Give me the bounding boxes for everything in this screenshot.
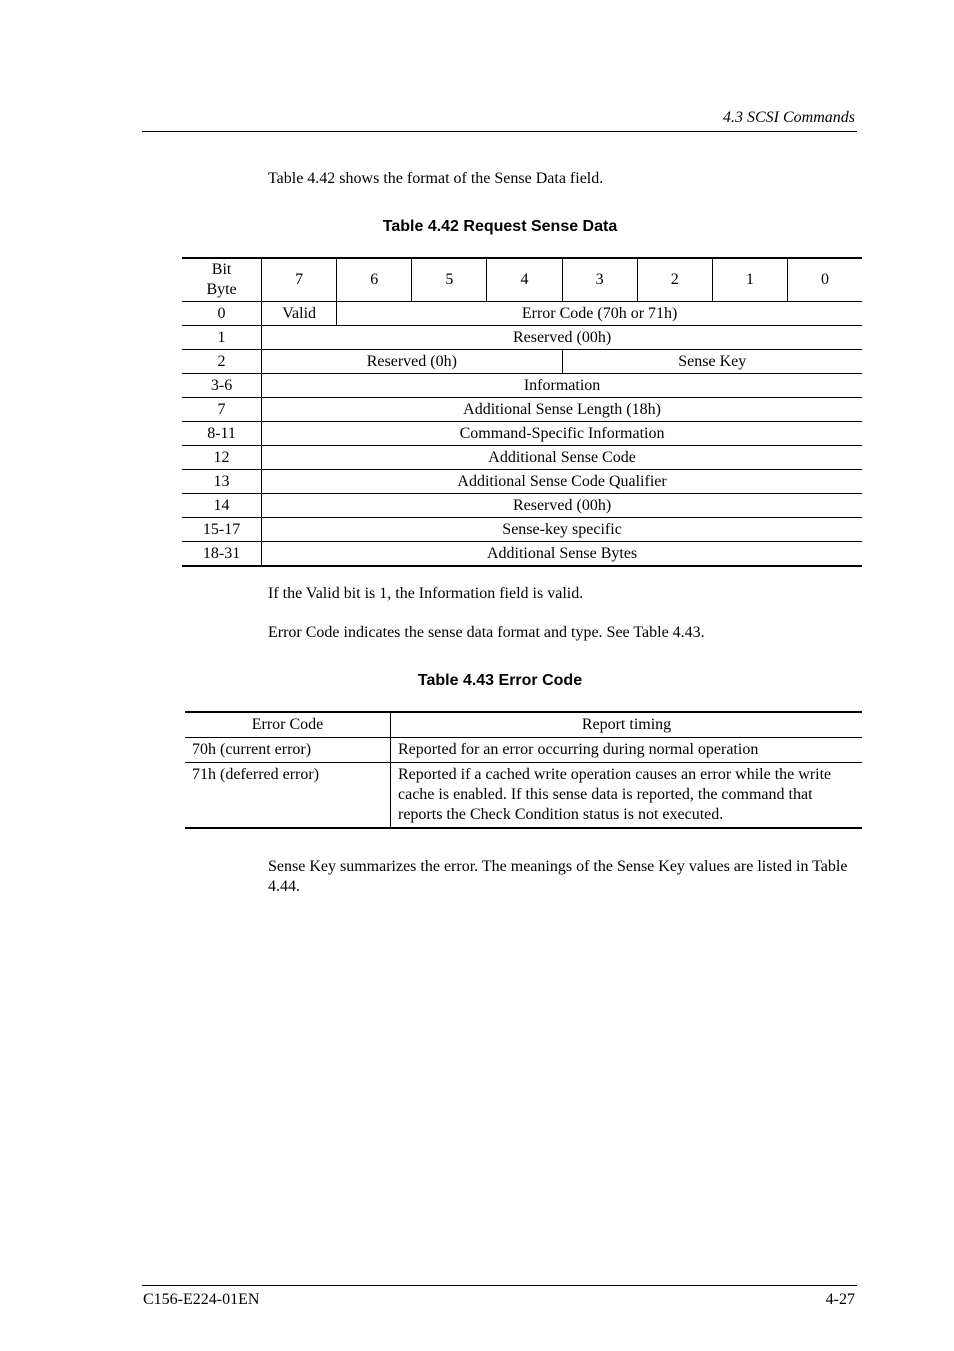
table-row xyxy=(182,446,862,470)
running-head: 4.3 SCSI Commands xyxy=(722,109,855,126)
valid-paragraph: If the Valid bit is 1, the Information field is valid. xyxy=(268,585,584,602)
byte-cell: 13 xyxy=(182,470,262,494)
valid-cell: Valid xyxy=(262,302,337,326)
document-id: C156-E224-01EN xyxy=(143,1291,260,1308)
bit-header-3: 3 xyxy=(562,258,637,302)
request-sense-data-table xyxy=(182,257,862,567)
field-cell: Command-Specific Information xyxy=(262,422,862,446)
byte-cell: 1 xyxy=(182,326,262,350)
byte-cell: 18-31 xyxy=(182,542,262,567)
byte-cell: 3-6 xyxy=(182,374,262,398)
bit-header-1: 1 xyxy=(712,258,787,302)
bit-header-5: 5 xyxy=(412,258,487,302)
table-row xyxy=(182,302,862,326)
field-cell: Additional Sense Length (18h) xyxy=(262,398,862,422)
bit-header-7: 7 xyxy=(262,258,337,302)
intro-paragraph: Table 4.42 shows the format of the Sense Data field. xyxy=(268,170,604,187)
table-row xyxy=(182,350,862,374)
table-row xyxy=(182,326,862,350)
table-row xyxy=(182,374,862,398)
field-cell: Additional Sense Code Qualifier xyxy=(262,470,862,494)
field-cell: Reserved (00h) xyxy=(262,326,862,350)
table-row xyxy=(185,763,862,829)
field-cell: Sense-key specific xyxy=(262,518,862,542)
byte-cell: 15-17 xyxy=(182,518,262,542)
error-code-table xyxy=(185,711,862,829)
table-row xyxy=(182,470,862,494)
byte-cell: 7 xyxy=(182,398,262,422)
error-code-value: 71h (deferred error) xyxy=(185,763,391,829)
byte-cell: 14 xyxy=(182,494,262,518)
table-4-42-caption: Table 4.42 Request Sense Data xyxy=(382,218,618,235)
bit-header-2: 2 xyxy=(637,258,712,302)
byte-cell: 2 xyxy=(182,350,262,374)
bit-byte-corner-cell xyxy=(182,258,262,302)
byte-cell: 8-11 xyxy=(182,422,262,446)
table-row xyxy=(182,398,862,422)
table-row xyxy=(182,542,862,567)
report-timing-value: Reported if a cached write operation causes an error while the write cache is enabled. If this sense data is reported, the command that reports the Check Condition status is not executed. xyxy=(391,763,863,829)
table-row xyxy=(182,422,862,446)
field-cell: Additional Sense Bytes xyxy=(262,542,862,567)
field-cell: Information xyxy=(262,374,862,398)
error-code-cell: Error Code (70h or 71h) xyxy=(337,302,862,326)
byte-cell: 12 xyxy=(182,446,262,470)
reserved-cell: Reserved (0h) xyxy=(262,350,562,374)
error-code-paragraph: Error Code indicates the sense data format and type. See Table 4.43. xyxy=(268,624,705,641)
table-header-row xyxy=(185,712,862,738)
sense-key-cell: Sense Key xyxy=(562,350,862,374)
bit-label: Bit xyxy=(211,261,232,278)
header-rule xyxy=(142,131,857,132)
table-row xyxy=(182,518,862,542)
bit-header-6: 6 xyxy=(337,258,412,302)
table-row xyxy=(185,738,862,763)
table-4-43-caption: Table 4.43 Error Code xyxy=(417,672,583,689)
byte-cell: 0 xyxy=(182,302,262,326)
byte-label: Byte xyxy=(206,281,237,298)
column-header-report-timing: Report timing xyxy=(391,712,863,738)
field-cell: Reserved (00h) xyxy=(262,494,862,518)
column-header-error-code: Error Code xyxy=(251,716,324,733)
report-timing-value: Reported for an error occurring during normal operation xyxy=(391,738,863,763)
sense-key-paragraph: Sense Key summarizes the error. The meanings of the Sense Key values are listed in Table 4.44. xyxy=(268,858,848,895)
field-cell: Additional Sense Code xyxy=(262,446,862,470)
footer-rule xyxy=(142,1285,857,1286)
table-header-row xyxy=(182,258,862,302)
page-number: 4-27 xyxy=(825,1291,855,1308)
error-code-value: 70h (current error) xyxy=(185,738,391,763)
table-row xyxy=(182,494,862,518)
bit-header-4: 4 xyxy=(487,258,562,302)
bit-header-0: 0 xyxy=(787,258,862,302)
